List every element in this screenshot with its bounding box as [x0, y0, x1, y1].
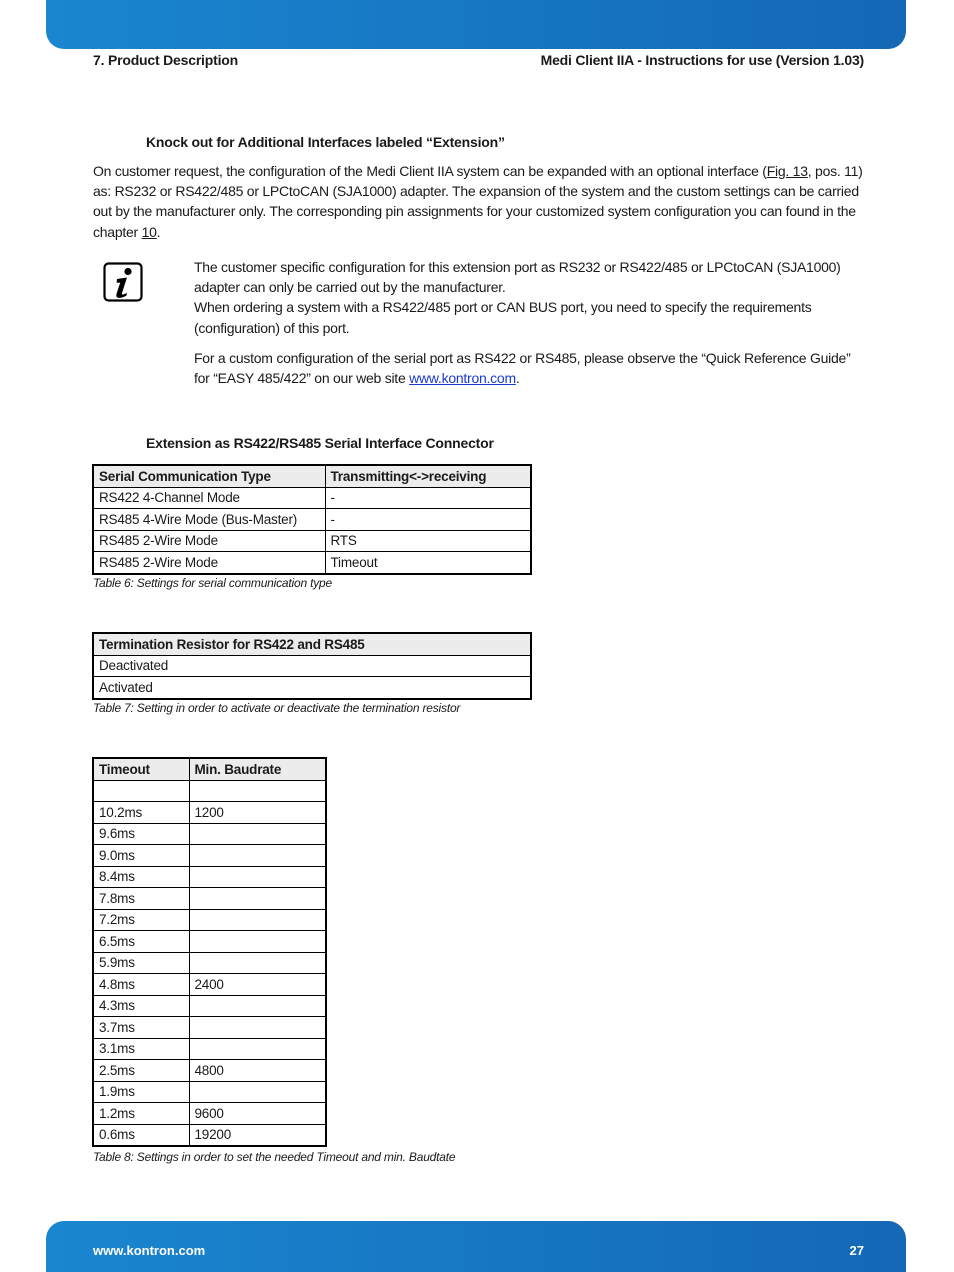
table-cell: [189, 952, 326, 974]
table-cell: 4800: [189, 1060, 326, 1082]
table7-caption: Table 7: Setting in order to activate or deactivate the termination resistor: [93, 701, 461, 715]
table-cell: 3.7ms: [93, 1017, 189, 1039]
serial-communication-table: [92, 464, 532, 575]
table-row: [93, 1038, 326, 1060]
table8-caption: Table 8: Settings in order to set the needed Timeout and min. Baudtate: [93, 1150, 456, 1164]
info-note: [194, 257, 859, 388]
note-line2: When ordering a system with a RS422/485 port or CAN BUS port, you need to specify the requirements (configuration) of this port.: [194, 299, 812, 336]
info-icon: [103, 262, 143, 302]
table-cell: 9600: [189, 1103, 326, 1125]
table-header-row: [93, 465, 531, 487]
knockout-text-a: On customer request, the configuration of the Medi Client IIA system can be expanded with an optional interface (: [93, 163, 767, 179]
table-row: [93, 823, 326, 845]
header-band: [46, 0, 906, 49]
table-cell: 2.5ms: [93, 1060, 189, 1082]
table-row: [93, 552, 531, 574]
table-cell: 2400: [189, 974, 326, 996]
timeout-baudrate-table: [92, 757, 327, 1147]
extension-heading: Extension as RS422/RS485 Serial Interface Connector: [146, 435, 494, 451]
column-header: Serial Communication Type: [93, 465, 325, 487]
note-line1: The customer specific configuration for this extension port as RS232 or RS422/485 or LPCtoCAN (SJA1000) adapter can only be carried out by the manufacturer.: [194, 259, 841, 296]
table-cell: 10.2ms: [93, 802, 189, 824]
table-cell: 3.1ms: [93, 1038, 189, 1060]
table-row: [93, 1060, 326, 1082]
footer-website[interactable]: www.kontron.com: [93, 1243, 206, 1258]
table-cell: [189, 1081, 326, 1103]
knockout-heading: Knock out for Additional Interfaces labeled “Extension”: [146, 134, 505, 150]
table-cell: [189, 823, 326, 845]
table-cell: [189, 995, 326, 1017]
note-text-a: For a custom configuration of the serial port as RS422 or RS485, please observe the “Quick Reference Guide” for “EASY 485/422” on our web site: [194, 349, 851, 387]
table-cell: 1.2ms: [93, 1103, 189, 1125]
table-cell: [189, 845, 326, 867]
table-cell: RS485 2-Wire Mode: [93, 552, 325, 574]
header-doc-title: Medi Client IIA - Instructions for use (Version 1.03): [540, 52, 864, 68]
table-row: [93, 931, 326, 953]
table-row: [93, 487, 531, 509]
table-cell: 4.3ms: [93, 995, 189, 1017]
table-row: [93, 866, 326, 888]
table-row: [93, 909, 326, 931]
table-row: [93, 888, 326, 910]
table-cell: RS485 2-Wire Mode: [93, 530, 325, 552]
table-row: [93, 845, 326, 867]
table-cell: -: [325, 487, 531, 509]
table-cell: [189, 888, 326, 910]
table-cell: Timeout: [325, 552, 531, 574]
table-row: [93, 780, 326, 802]
table-cell: -: [325, 509, 531, 531]
table-cell: [189, 1017, 326, 1039]
fig13-link[interactable]: Fig. 13: [766, 163, 808, 179]
column-header: Termination Resistor for RS422 and RS485: [93, 633, 531, 655]
table-cell: 8.4ms: [93, 866, 189, 888]
table-cell: Deactivated: [93, 655, 531, 677]
table-row: [93, 974, 326, 996]
table-cell: [189, 909, 326, 931]
chapter10-link[interactable]: 10: [141, 223, 157, 240]
table-cell: 1200: [189, 802, 326, 824]
note-paragraph2: [194, 348, 859, 388]
table-cell: [189, 931, 326, 953]
table-cell: 9.6ms: [93, 823, 189, 845]
header-section: 7. Product Description: [93, 52, 238, 68]
knockout-text-c: .: [156, 223, 161, 240]
table-header-row: [93, 758, 326, 780]
note-text-b: .: [515, 370, 520, 387]
table-cell: 0.6ms: [93, 1124, 189, 1146]
table-row: [93, 1103, 326, 1125]
table-cell: [189, 780, 326, 802]
column-header: Min. Baudrate: [189, 758, 326, 780]
table-row: [93, 995, 326, 1017]
table-cell: 19200: [189, 1124, 326, 1146]
table-cell: Activated: [93, 677, 531, 699]
table-cell: 5.9ms: [93, 952, 189, 974]
table-cell: 7.2ms: [93, 909, 189, 931]
table-row: [93, 509, 531, 531]
table-cell: 4.8ms: [93, 974, 189, 996]
table-cell: 1.9ms: [93, 1081, 189, 1103]
table-row: [93, 677, 531, 699]
table-row: [93, 802, 326, 824]
table-cell: 6.5ms: [93, 931, 189, 953]
table-cell: [189, 1038, 326, 1060]
page-number: 27: [849, 1243, 864, 1258]
knockout-paragraph: [93, 161, 865, 242]
table6-caption: Table 6: Settings for serial communication type: [93, 576, 332, 590]
table-row: [93, 655, 531, 677]
table-row: [93, 1124, 326, 1146]
table-row: [93, 952, 326, 974]
table-cell: RTS: [325, 530, 531, 552]
kontron-web-link[interactable]: www.kontron.com: [409, 370, 516, 387]
table-cell: 7.8ms: [93, 888, 189, 910]
table-cell: 9.0ms: [93, 845, 189, 867]
table-cell: [189, 866, 326, 888]
column-header: Transmitting<->receiving: [325, 465, 531, 487]
table-row: [93, 1081, 326, 1103]
table-cell: [93, 780, 189, 802]
termination-resistor-table: [92, 632, 532, 700]
table-header-row: [93, 633, 531, 655]
table-row: [93, 530, 531, 552]
column-header: Timeout: [93, 758, 189, 780]
knockout-text-b: , pos. 11) as: RS232 or RS422/485 or LPCtoCAN (SJA1000) adapter. The expansion of the system and the custom settings can be carried out by the manufacturer only. The corresponding pin assignments for your customized system configuration you can found in the chapter: [93, 163, 863, 240]
table-row: [93, 1017, 326, 1039]
table-cell: RS485 4-Wire Mode (Bus-Master): [93, 509, 325, 531]
table-cell: RS422 4-Channel Mode: [93, 487, 325, 509]
